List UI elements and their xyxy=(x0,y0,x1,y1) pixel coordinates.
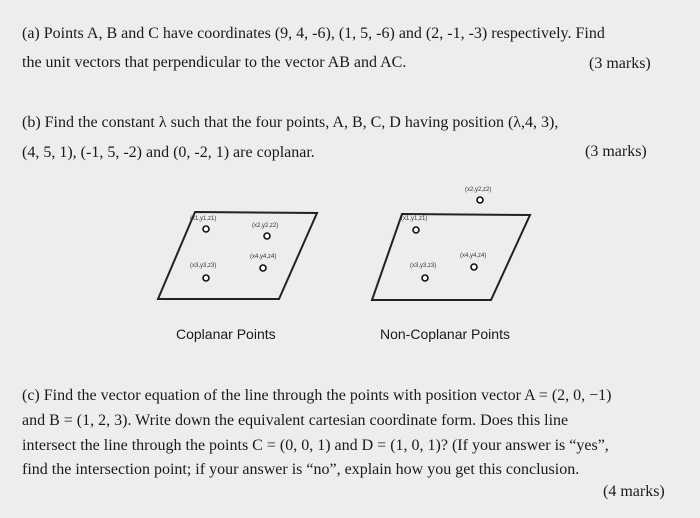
coplanar-point-2 xyxy=(264,233,270,239)
coplanar-label-3: (x3,y3,z3) xyxy=(190,263,217,269)
non-coplanar-point-4 xyxy=(471,264,477,270)
part-c-marks: (4 marks) xyxy=(603,483,665,500)
part-b-marks: (3 marks) xyxy=(585,143,647,160)
coplanar-label-2: (x2,y2,z2) xyxy=(252,223,279,229)
part-c-line-1: (c) Find the vector equation of the line through the points with position vector A = (2, 0, −1) xyxy=(22,387,612,404)
part-c-line-4: find the intersection point; if your answer is “no”, explain how you get this conclusion. xyxy=(22,461,580,478)
coplanar-point-3 xyxy=(203,275,209,281)
non-coplanar-point-3 xyxy=(422,275,428,281)
coplanar-point-1 xyxy=(203,226,209,232)
non-coplanar-label-4: (x4,y4,z4) xyxy=(460,253,487,259)
part-a-line-1: (a) Points A, B and C have coordinates (9, 4, -6), (1, 5, -6) and (2, -1, -3) respectively. Find xyxy=(22,25,605,42)
part-b-line-1: (b) Find the constant λ such that the four points, A, B, C, D having position (λ,4, 3), xyxy=(22,114,559,131)
non-coplanar-label-1: (x1,y1,z1) xyxy=(401,216,428,222)
part-c-line-2: and B = (1, 2, 3). Write down the equivalent cartesian coordinate form. Does this line xyxy=(22,412,569,429)
coplanar-caption: Coplanar Points xyxy=(176,326,276,342)
non-coplanar-label-3: (x3,y3,z3) xyxy=(410,263,437,269)
part-a-marks: (3 marks) xyxy=(589,55,651,72)
non-coplanar-caption: Non-Coplanar Points xyxy=(380,326,510,342)
non-coplanar-plane xyxy=(372,214,530,300)
non-coplanar-point-1 xyxy=(413,227,419,233)
part-c-line-3: intersect the line through the points C = (0, 0, 1) and D = (1, 0, 1)? (If your answer is “yes”, xyxy=(22,437,609,454)
coplanar-label-1: (x1,y1,z1) xyxy=(190,216,217,222)
part-b-line-2: (4, 5, 1), (-1, 5, -2) and (0, -2, 1) are coplanar. xyxy=(22,144,315,161)
coplanar-point-4 xyxy=(260,265,266,271)
coplanar-label-4: (x4,y4,z4) xyxy=(250,254,277,260)
part-a-line-2: the unit vectors that perpendicular to the vector AB and AC. xyxy=(22,54,407,71)
non-coplanar-point-2 xyxy=(477,197,483,203)
coplanar-plane xyxy=(158,212,317,299)
non-coplanar-label-2: (x2,y2,z2) xyxy=(465,187,492,193)
